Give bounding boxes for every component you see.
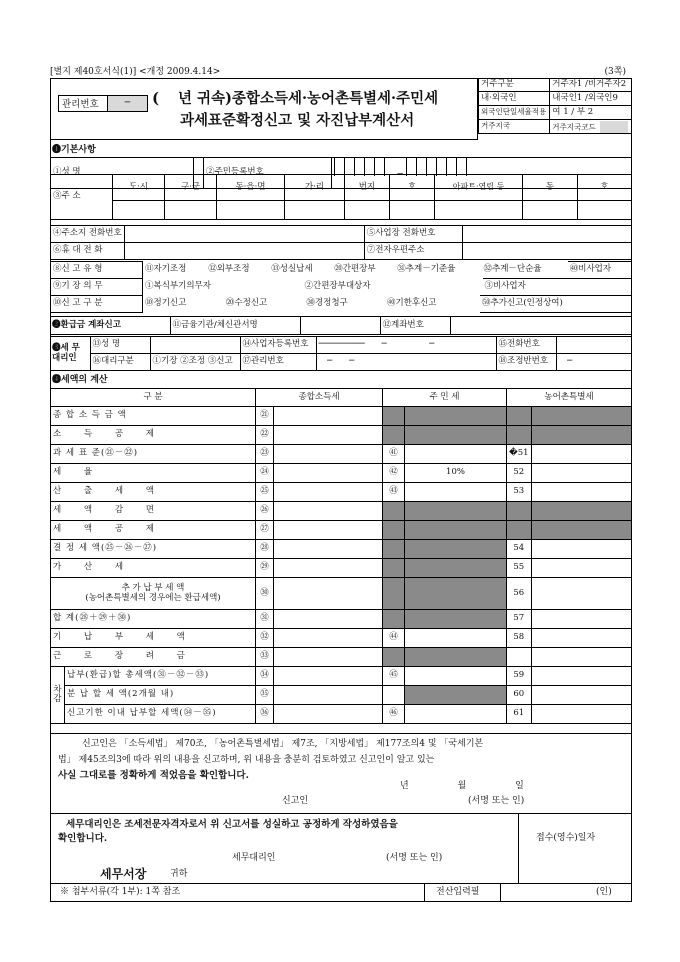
res-value[interactable]: 10%	[405, 464, 507, 483]
kind-label: ⑩신 고 구 분	[51, 296, 143, 313]
adj-no-label: ⑱조정반번호	[496, 354, 556, 371]
res-num	[383, 540, 405, 559]
nationality-label: 내·외국인	[479, 92, 550, 106]
title-paren: (	[152, 89, 160, 107]
address-table	[50, 174, 632, 220]
calc-row	[51, 464, 632, 483]
calc-row	[51, 578, 632, 610]
income-value[interactable]	[274, 629, 383, 648]
agent-bizno-field[interactable]: ───────── ─ ─	[316, 337, 496, 354]
farm-value[interactable]	[531, 483, 631, 502]
addr-col-apt: 아파트·연립 등	[435, 175, 523, 201]
ssn-label: ②주민등록번호	[203, 158, 331, 189]
form-number: [별지 제40호서식(1)] <개정 2009.4.14>	[50, 67, 221, 77]
income-value[interactable]	[274, 464, 383, 483]
decl-signer: 신고인	[282, 796, 309, 806]
mobile-field[interactable]	[124, 243, 364, 260]
farm-num: 56	[507, 578, 532, 610]
type-table	[50, 261, 632, 279]
calc-row	[51, 407, 632, 426]
country-code-cell[interactable]	[550, 120, 632, 134]
income-value[interactable]	[274, 705, 383, 724]
agent-type-label: ⑯대리구분	[90, 354, 150, 371]
addr-input[interactable]	[523, 201, 578, 220]
calc-row-label: 결 정 세 액(㉕－㉖－㉗)	[51, 540, 256, 559]
res-value	[405, 686, 507, 705]
agent-tel-field[interactable]	[556, 337, 632, 354]
flat-rate-label: 외국인단일세율적용	[479, 106, 550, 120]
calc-row-label: 세 액 감 면	[51, 502, 256, 521]
col-farm: 농어촌특별세	[507, 389, 632, 407]
s3-heading	[50, 337, 90, 371]
calc-row-label: 세 액 공 제	[51, 521, 256, 540]
calc-row	[51, 629, 632, 648]
income-value[interactable]	[274, 578, 383, 610]
farm-value[interactable]	[531, 502, 631, 521]
calc-row	[51, 610, 632, 629]
s3-head2: 대리인	[52, 352, 77, 363]
calc-row-label: 세 율	[51, 464, 256, 483]
duty-option[interactable]: ③비사업자	[483, 279, 632, 296]
calc-row-label: 가 산 세	[51, 559, 256, 578]
footer-divider	[424, 883, 425, 902]
agent-mgmt-label: ⑰관리번호	[240, 354, 316, 371]
col-item: 구 분	[51, 389, 256, 407]
income-value[interactable]	[274, 445, 383, 464]
calc-row-label: 신고기한 이내 납부할 세액(㉞－㉟)	[65, 705, 256, 724]
calc-row	[51, 502, 632, 521]
resident-label: 거주구분	[479, 79, 550, 92]
footer-divider	[500, 883, 501, 902]
addr-col-gu: 구·군	[165, 175, 217, 201]
addr-col-apt-ho: 호	[578, 175, 632, 201]
income-value[interactable]	[274, 407, 383, 426]
type-option[interactable]: ⑬성실납세	[271, 264, 313, 275]
addr-input[interactable]	[390, 201, 435, 220]
addr-col-dong: 동·읍·면	[217, 175, 285, 201]
addr-input[interactable]	[165, 201, 217, 220]
calc-label-text: 추 가 납 부 세 액	[121, 583, 185, 594]
addr-input[interactable]	[217, 201, 285, 220]
addr-input[interactable]	[113, 201, 165, 220]
calc-row	[51, 648, 632, 667]
side-label: 차감	[51, 667, 65, 724]
type-option[interactable]: ⑫외부조정	[208, 264, 250, 275]
seal-mark: (인)	[596, 887, 612, 897]
res-num: ㊶	[383, 445, 405, 464]
agent-name-label: ⑬성 명	[90, 337, 150, 354]
duty-option[interactable]: ②간편장부대상자	[304, 281, 371, 292]
res-value	[405, 426, 507, 445]
nationality-value[interactable]: 내국인1 /외국인9	[550, 92, 632, 106]
type-option[interactable]: ㉛추계－기준율	[397, 264, 456, 275]
res-value	[405, 540, 507, 559]
agent-type-options[interactable]: ①기장 ②조정 ③신고	[150, 354, 240, 371]
management-number	[58, 95, 148, 112]
kind-option[interactable]: ㊿추가신고(인정상여)	[480, 296, 631, 313]
farm-value[interactable]	[531, 610, 631, 629]
income-value[interactable]	[274, 426, 383, 445]
res-value	[405, 407, 507, 426]
mobile-label: ⑥휴 대 전 화	[51, 243, 125, 260]
addr-input[interactable]	[578, 201, 632, 220]
farm-num: 58	[507, 629, 532, 648]
agent-table	[50, 336, 632, 371]
farm-value[interactable]	[531, 464, 631, 483]
res-value	[405, 521, 507, 540]
kind-option[interactable]: ⑳수정신고	[225, 298, 268, 309]
col-income: 종합소득세	[256, 389, 383, 407]
res-value	[405, 648, 507, 667]
refund-table	[50, 316, 632, 335]
type-option[interactable]: ㊵비사업자	[568, 262, 632, 279]
addr-input[interactable]	[345, 201, 390, 220]
farm-num: 57	[507, 610, 532, 629]
email-field[interactable]	[462, 243, 631, 260]
res-num: ㊷	[383, 464, 405, 483]
farm-num: 61	[507, 705, 532, 724]
income-num: ㉒	[256, 426, 274, 445]
income-num: ㉖	[256, 502, 274, 521]
farm-value[interactable]	[531, 705, 631, 724]
addr-col-ri: 가·리	[285, 175, 345, 201]
income-num: ㉑	[256, 407, 274, 426]
res-num: ㊹	[383, 629, 405, 648]
res-value[interactable]	[405, 629, 507, 648]
mgmt-value-box[interactable]: ─	[107, 96, 147, 111]
agent-who: 세무대리인	[232, 853, 276, 863]
calc-row-label: 소 득 공 제	[51, 426, 256, 445]
receipt-date: 접수(영수)일자	[536, 833, 596, 843]
calc-row-label: 분 납 할 세 액(2개월 내)	[65, 686, 256, 705]
duty-option[interactable]: ①복식부기의무자	[145, 281, 211, 292]
farm-value[interactable]	[531, 648, 631, 667]
title-line1: 년 귀속)종합소득세·농어촌특별세·주민세	[178, 90, 439, 107]
income-value[interactable]	[274, 502, 383, 521]
calc-row-label: 합 계(㉘＋㉙＋㉚)	[51, 610, 256, 629]
income-value[interactable]	[274, 521, 383, 540]
income-value[interactable]	[274, 667, 383, 686]
res-value	[405, 502, 507, 521]
type-label: ⑧신 고 유 형	[51, 262, 143, 279]
income-num: ㊱	[256, 705, 274, 724]
type-option[interactable]: ⑪자기조정	[145, 264, 187, 275]
addr-col-bunji: 번지	[345, 175, 390, 201]
farm-value[interactable]	[531, 629, 631, 648]
res-num	[383, 648, 405, 667]
contact-table	[50, 225, 632, 260]
farm-num: 59	[507, 667, 532, 686]
address-label: ③주 소	[51, 175, 113, 220]
calc-table	[50, 388, 632, 724]
res-value[interactable]	[405, 667, 507, 686]
decl-line2: 법」 제45조의3에 따라 위의 내용을 신고하며, 위 내용을 충분히 검토하였고 신고인이 알고 있는	[58, 755, 435, 765]
income-value[interactable]	[274, 540, 383, 559]
calc-row	[51, 705, 632, 724]
s2-heading: ❷환급금 계좌신고	[50, 317, 170, 335]
calc-row-label: 납부(환급)할 총세액(㉛－㉜－㉝)	[65, 667, 256, 686]
calc-row	[51, 540, 632, 559]
calc-row-label: 기 납 부 세 액	[51, 629, 256, 648]
income-value[interactable]	[274, 559, 383, 578]
calc-row-label: 산 출 세 액	[51, 483, 256, 502]
attach-note: ※ 첨부서류(각 1부): 1쪽 참조	[60, 887, 181, 897]
farm-value[interactable]	[531, 578, 631, 610]
agent-tel-label: ⑮전화번호	[496, 337, 556, 354]
calc-row-label: 종 합 소 득 금 액	[51, 407, 256, 426]
flat-rate-value[interactable]: 여 1 / 부 2	[550, 106, 632, 120]
duty-table	[50, 278, 632, 296]
res-num	[383, 502, 405, 521]
res-num	[383, 578, 405, 610]
addr-input[interactable]	[435, 201, 523, 220]
farm-num: 60	[507, 686, 532, 705]
res-num: ㊺	[383, 667, 405, 686]
res-num	[383, 407, 405, 426]
farm-num: �51	[507, 445, 532, 464]
income-num: ㉘	[256, 540, 274, 559]
country-code-label: 거주지국코드	[552, 122, 596, 131]
mgmt-label: 관리번호	[62, 99, 99, 110]
res-value[interactable]	[405, 705, 507, 724]
addr-col-apt-dong: 동	[523, 175, 578, 201]
farm-value[interactable]	[531, 540, 631, 559]
income-num: ㉛	[256, 610, 274, 629]
res-num: ㊻	[383, 705, 405, 724]
calc-row	[51, 445, 632, 464]
calc-row-label: 과 세 표 준(㉑－㉒)	[51, 445, 256, 464]
calc-row-label: 근 로 장 려 금	[51, 648, 256, 667]
farm-num: 54	[507, 540, 532, 559]
kind-option[interactable]: ㊵기한후신고	[386, 298, 437, 309]
s1-heading: ❶기본사항	[52, 145, 96, 155]
farm-value[interactable]	[531, 667, 631, 686]
addr-col-city: 도·시	[113, 175, 165, 201]
addr-col-ho: 호	[390, 175, 435, 201]
income-num: ㉟	[256, 686, 274, 705]
income-num: ㉝	[256, 648, 274, 667]
income-num: ㉔	[256, 464, 274, 483]
receipt-box	[518, 813, 632, 883]
res-num: ㊸	[383, 483, 405, 502]
farm-num	[507, 426, 532, 445]
kind-option[interactable]: ⑩정기신고	[145, 298, 187, 309]
office-name: 세무서장	[100, 867, 147, 881]
res-num	[383, 559, 405, 578]
addr-input[interactable]	[285, 201, 345, 220]
income-num: ㉗	[256, 521, 274, 540]
calc-label-sub: (농어촌특별세의 경우에는 환급세액)	[85, 592, 221, 603]
income-value[interactable]	[274, 648, 383, 667]
type-option[interactable]: ㉜추계－단순율	[483, 264, 542, 275]
calc-row	[51, 483, 632, 502]
page-number: (3쪽)	[604, 67, 626, 77]
kind-option[interactable]: ㉚경정청구	[306, 298, 348, 309]
income-value[interactable]	[274, 483, 383, 502]
agent-bizno-label: ⑭사업자등록번호	[240, 337, 316, 354]
kind-table	[50, 295, 632, 313]
calc-row	[51, 686, 632, 705]
income-num: ㉚	[256, 578, 274, 610]
farm-num	[507, 521, 532, 540]
decl-line3: 사실 그대로를 정확하게 적었음을 확인합니다.	[58, 770, 249, 781]
farm-num: 53	[507, 483, 532, 502]
farm-num	[507, 502, 532, 521]
phone-field[interactable]	[124, 226, 364, 243]
bizphone-label: ⑤사업장 전화번호	[364, 226, 462, 243]
country-label: 거주지국	[479, 120, 550, 134]
income-value[interactable]	[274, 686, 383, 705]
agent-mgmt-field[interactable]: ─ ─	[316, 354, 496, 371]
decl-date[interactable]: 년 월 일	[400, 781, 524, 791]
duty-label: ⑨기 장 의 무	[51, 279, 143, 296]
calc-row	[51, 559, 632, 578]
calc-row	[51, 667, 632, 686]
res-value[interactable]	[405, 483, 507, 502]
acct-label: ⑫계좌번호	[380, 317, 450, 335]
type-option[interactable]: ⑳간편장부	[334, 264, 376, 275]
farm-value[interactable]	[531, 445, 631, 464]
farm-num: 55	[507, 559, 532, 578]
agent-line1: 세무대리인은 조세전문자격자로서 위 신고서를 성실하고 공정하게 작성하였음을	[66, 819, 398, 830]
decl-line1: 신고인은 「소득세법」 제70조, 「농어촌특별세법」 제7조, 「지방세법」 제177조의4 및 「국세기본	[82, 739, 484, 749]
decl-sign[interactable]: (서명 또는 인)	[468, 796, 525, 806]
bizphone-field[interactable]	[462, 226, 631, 243]
input-done: 전산입력필	[436, 887, 480, 897]
farm-value[interactable]	[531, 559, 631, 578]
income-num: ㉞	[256, 667, 274, 686]
res-value	[405, 610, 507, 629]
res-num	[383, 686, 405, 705]
farm-value[interactable]	[531, 686, 631, 705]
res-value[interactable]	[405, 445, 507, 464]
agent-line2: 확인합니다.	[58, 833, 108, 844]
res-num	[383, 610, 405, 629]
income-num: ㉙	[256, 559, 274, 578]
country-code-box[interactable]	[600, 121, 628, 133]
email-label: ⑦전자우편주소	[364, 243, 462, 260]
farm-num: 52	[507, 464, 532, 483]
res-value	[405, 578, 507, 610]
income-num: ㉕	[256, 483, 274, 502]
bank-label: ⑪금융기관/체신관서명	[170, 317, 300, 335]
farm-value[interactable]	[531, 426, 631, 445]
income-num: ㉓	[256, 445, 274, 464]
farm-value[interactable]	[531, 521, 631, 540]
s4-heading: ❹세액의 계산	[52, 375, 108, 385]
agent-name-field[interactable]	[150, 337, 240, 354]
res-num	[383, 521, 405, 540]
resident-table	[478, 78, 632, 134]
farm-num	[507, 407, 532, 426]
adj-no-field[interactable]: ─	[556, 354, 632, 371]
res-value	[405, 559, 507, 578]
bank-field[interactable]	[300, 317, 380, 335]
agent-sign[interactable]: (서명 또는 인)	[386, 853, 443, 863]
title-line2: 과세표준확정신고 및 자진납부계산서	[180, 112, 415, 129]
phone-label: ④주소지 전화번호	[51, 226, 125, 243]
income-num: ㉜	[256, 629, 274, 648]
res-num	[383, 426, 405, 445]
income-value[interactable]	[274, 610, 383, 629]
resident-value[interactable]: 거주자1 /비거주자2	[550, 79, 632, 92]
s3-head1: ❸세 무	[52, 343, 80, 354]
calc-row	[51, 426, 632, 445]
calc-row	[51, 521, 632, 540]
farm-num	[507, 648, 532, 667]
acct-field[interactable]	[450, 317, 632, 335]
ssn-field[interactable]: −	[332, 158, 632, 189]
farm-value[interactable]	[531, 407, 631, 426]
calc-row-label	[51, 578, 256, 610]
name-label: ①성 명	[51, 158, 194, 189]
office-honor: 귀하	[170, 869, 188, 879]
col-res: 주 민 세	[383, 389, 507, 407]
